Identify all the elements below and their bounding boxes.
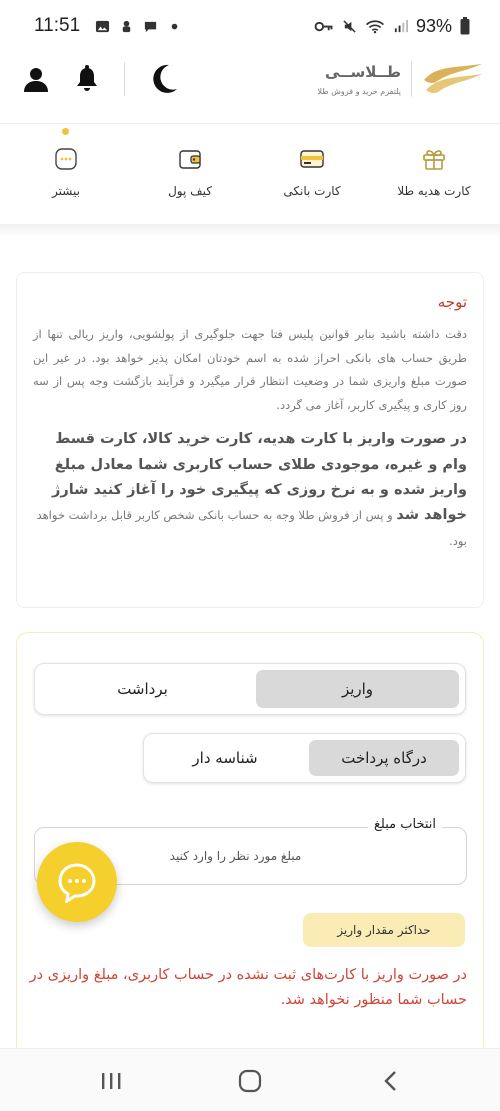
- status-time: 11:51: [34, 15, 81, 36]
- unregistered-card-warning: در صورت واریز با کارت‌های ثبت نشده در حساب کاربری، مبلغ واریزی در حساب شما منظور نخواهد شد.: [29, 967, 467, 1009]
- payment-method-toggle: [143, 733, 466, 783]
- battery-percent: 93%: [415, 15, 452, 36]
- bell-icon[interactable]: [74, 65, 100, 93]
- chat-bubble-icon: [56, 861, 98, 903]
- tab-withdraw[interactable]: برداشت: [117, 680, 168, 698]
- logo-subtitle: پلتفرم خرید و فروش طلا: [317, 86, 401, 96]
- logo-title: طــلاســی: [325, 62, 401, 81]
- wallet-icon: [177, 146, 203, 172]
- wifi-icon: [365, 19, 385, 34]
- app-header: [0, 52, 500, 124]
- recents-icon[interactable]: [98, 1069, 124, 1093]
- notice-bold-text: در صورت واریز با کارت هدیه، کارت خرید کالا، کارت قسط وام و غیره، موجودی طلای حساب کاربری شما معادل مبلغ واریز شده و به نرخ روزی که پیگیری خود را آغاز کنید شارژ خواهد شد: [52, 431, 467, 524]
- image-icon: [95, 19, 110, 34]
- notice-tail-text: و پس از فروش طلا وجه به حساب بانکی شخص کاربر قابل برداشت خواهد بود.: [36, 508, 467, 548]
- support-chat-button[interactable]: [37, 842, 117, 922]
- notice-body: دقت داشته باشید بنابر قوانین پلیس فتا جهت جلوگیری از پولشویی، واریز ریالی تنها از طریق حساب های بانکی احراز شده به اسم خودتان امکان پذیر خواهد بود. در غیر این صورت مبلغ واریزی شما در وضعیت انتظار قرار میگیرد و فرآیند بازگشت وجه پس از سه روز کاری و پیگیری کاربر، آغاز می گردد.: [33, 327, 467, 412]
- back-icon[interactable]: [378, 1069, 404, 1093]
- tab-id-based[interactable]: شناسه دار: [192, 749, 258, 767]
- key-icon: [314, 19, 334, 34]
- amount-label: انتخاب مبلغ: [368, 817, 442, 832]
- gift-icon: [421, 146, 447, 172]
- chat-icon: [143, 19, 158, 34]
- transaction-type-toggle: [34, 663, 466, 715]
- dot-icon: [167, 19, 182, 34]
- credit-card-icon: [299, 146, 325, 172]
- menu-label: بیشتر: [52, 184, 80, 198]
- brand-logo: [317, 60, 484, 98]
- battery-icon: [460, 17, 470, 35]
- signal-icon: [393, 19, 408, 34]
- menu-label: کارت هدیه طلا: [397, 184, 471, 198]
- menu-label: کیف پول: [168, 184, 212, 198]
- menu-item-gift-card[interactable]: [374, 146, 494, 198]
- menu-divider: [0, 224, 500, 238]
- notice-title: توجه: [437, 293, 467, 311]
- system-nav-bar: [0, 1048, 500, 1111]
- max-deposit-button[interactable]: حداکثر مقدار واریز: [303, 913, 465, 947]
- status-bar: [0, 0, 500, 52]
- more-icon: [53, 146, 79, 172]
- quick-menu: [0, 124, 500, 224]
- moon-icon[interactable]: [149, 63, 179, 95]
- notice-emphasis: [33, 427, 467, 554]
- tab-payment-gateway[interactable]: درگاه پرداخت: [309, 740, 459, 776]
- notice-card: [16, 272, 484, 608]
- mute-icon: [342, 19, 357, 34]
- robot-icon: [119, 19, 134, 34]
- active-indicator: [62, 128, 69, 135]
- menu-label: کارت بانکی: [283, 184, 341, 198]
- menu-item-bank-card[interactable]: [252, 146, 372, 198]
- tab-deposit[interactable]: واریز: [256, 670, 459, 708]
- logo-divider: [411, 61, 412, 97]
- menu-item-wallet[interactable]: [130, 146, 250, 198]
- header-divider: [124, 62, 125, 96]
- user-icon[interactable]: [22, 65, 50, 93]
- home-icon[interactable]: [237, 1069, 263, 1093]
- menu-item-more[interactable]: [6, 146, 126, 198]
- gold-wave-logo-icon: [422, 60, 484, 98]
